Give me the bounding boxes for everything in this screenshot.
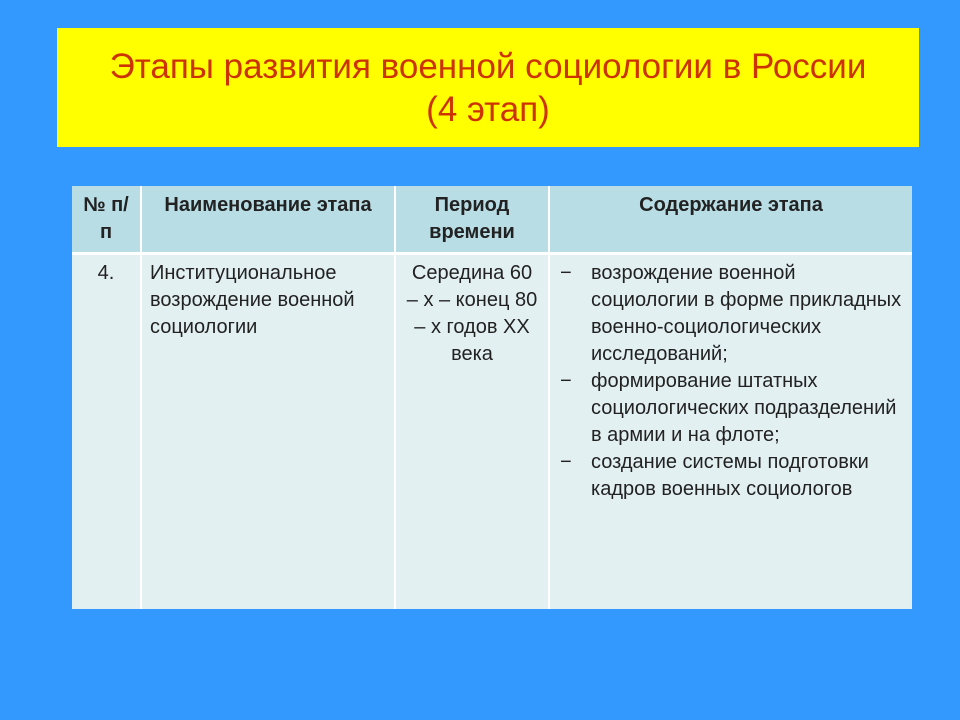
header-number: № п/п — [72, 186, 141, 254]
list-item — [558, 260, 904, 368]
bullet-dash: − — [560, 451, 572, 473]
header-content: Содержание этапа — [549, 186, 912, 254]
stages-table — [72, 186, 912, 609]
cell-period: Середина 60 – х – конец 80 – х годов ХХ века — [395, 254, 549, 610]
list-item-text: возрождение военной социологии в форме прикладных военно-социологических исследований; — [591, 262, 902, 365]
cell-content — [549, 254, 912, 610]
header-period: Период времени — [395, 186, 549, 254]
slide-title — [57, 28, 919, 147]
header-stage-name: Наименование этапа — [141, 186, 395, 254]
list-item — [558, 449, 904, 503]
list-item-text: создание системы подготовки кадров военных социологов — [591, 451, 869, 500]
content-list — [558, 260, 904, 503]
cell-stage-name: Институциональное возрождение военной социологии — [141, 254, 395, 610]
title-line-2: (4 этап) — [426, 89, 550, 129]
list-item-text: формирование штатных социологических подразделений в армии и на флоте; — [591, 370, 897, 446]
bullet-dash: − — [560, 370, 572, 392]
table-row — [72, 254, 912, 610]
title-line-1: Этапы развития военной социологии в России — [109, 46, 867, 86]
table-header-row — [72, 186, 912, 254]
bullet-dash: − — [560, 262, 572, 284]
cell-number: 4. — [72, 254, 141, 610]
list-item — [558, 368, 904, 449]
